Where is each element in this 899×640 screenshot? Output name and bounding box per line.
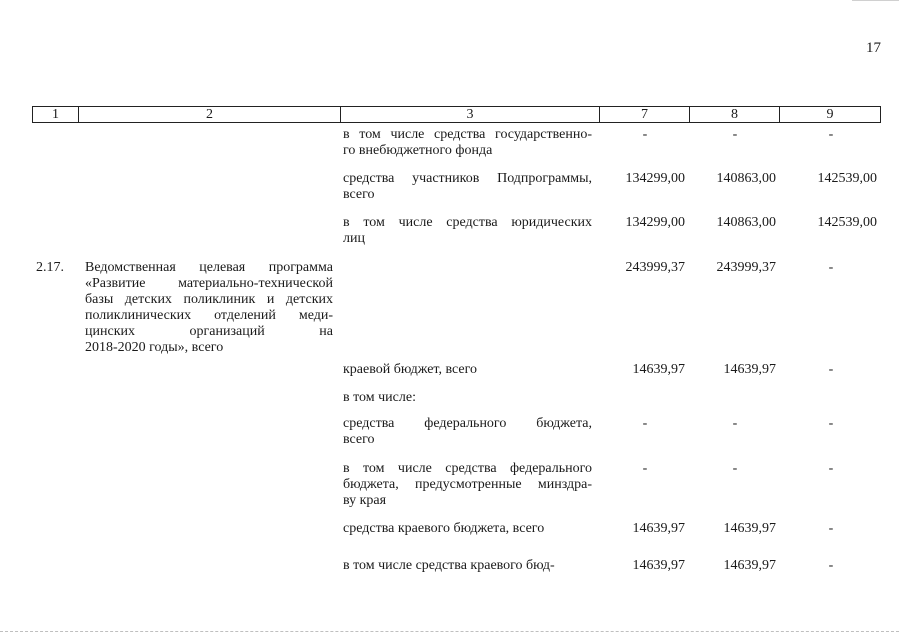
column-number-header xyxy=(32,106,881,123)
header-col-3: 3 xyxy=(341,107,600,123)
program-name xyxy=(85,260,333,356)
value-col-9: 142539,00 xyxy=(817,215,877,230)
header-col-2: 2 xyxy=(79,107,341,123)
value-col-8: - xyxy=(732,127,738,142)
value-col-7: - xyxy=(642,127,648,142)
desc-line: ву края xyxy=(343,493,387,508)
value-col-9: - xyxy=(828,521,834,536)
value-col-8: 14639,97 xyxy=(723,558,776,573)
row-description xyxy=(343,521,592,537)
page-number: 17 xyxy=(866,40,881,56)
desc-line: в том числе: xyxy=(343,390,416,405)
program-name-line: поликлинических отделений меди- xyxy=(85,308,333,323)
row-description xyxy=(343,461,592,509)
value-col-9: - xyxy=(828,461,834,476)
desc-line: в том числе средства федерального xyxy=(343,461,592,476)
header-col-8: 8 xyxy=(690,107,780,123)
desc-line: средства участников Подпрограммы, xyxy=(343,171,592,186)
item-number: 2.17. xyxy=(36,260,64,275)
row-description xyxy=(343,171,592,203)
program-name-line: базы детских поликлиник и детских xyxy=(85,292,333,307)
desc-line: го внебюджетного фонда xyxy=(343,143,493,158)
program-name-line: 2018-2020 годы», всего xyxy=(85,340,224,355)
program-name-line: «Развитие материально-технической xyxy=(85,276,333,291)
desc-line: бюджета, предусмотренные минздра- xyxy=(343,477,592,492)
desc-line: всего xyxy=(343,432,375,447)
value-col-9: - xyxy=(828,416,834,431)
scan-edge-mark xyxy=(852,0,899,1)
value-col-7: 14639,97 xyxy=(632,521,685,536)
desc-line: средства федерального бюджета, xyxy=(343,416,592,431)
desc-line: краевой бюджет, всего xyxy=(343,362,478,377)
desc-line: в том числе средства государственно- xyxy=(343,127,592,142)
value-col-8: 140863,00 xyxy=(716,215,776,230)
program-name-line: Ведомственная целевая программа xyxy=(85,260,333,275)
row-description xyxy=(343,390,592,406)
value-col-7: 14639,97 xyxy=(632,558,685,573)
row-description xyxy=(343,127,592,159)
value-col-9: - xyxy=(828,127,834,142)
value-col-8: - xyxy=(732,416,738,431)
desc-line: средства краевого бюджета, всего xyxy=(343,521,545,536)
header-col-1: 1 xyxy=(33,107,79,123)
scan-bottom-edge xyxy=(0,631,899,632)
desc-line: лиц xyxy=(343,231,365,246)
value-col-9: - xyxy=(828,558,834,573)
value-col-7: - xyxy=(642,461,648,476)
value-col-8: 140863,00 xyxy=(716,171,776,186)
value-col-9: - xyxy=(828,362,834,377)
value-col-7: - xyxy=(642,416,648,431)
value-col-9: - xyxy=(828,260,834,275)
value-col-7: 14639,97 xyxy=(632,362,685,377)
value-col-8: 14639,97 xyxy=(723,362,776,377)
value-col-8: - xyxy=(732,461,738,476)
value-col-7: 243999,37 xyxy=(625,260,685,275)
row-description xyxy=(343,215,592,247)
program-name-line: цинских организаций на xyxy=(85,324,333,339)
desc-line: в том числе средства юридических xyxy=(343,215,592,230)
header-col-9: 9 xyxy=(780,107,881,123)
desc-line: всего xyxy=(343,187,375,202)
row-description xyxy=(343,558,592,574)
row-description xyxy=(343,416,592,448)
value-col-7: 134299,00 xyxy=(625,215,685,230)
value-col-9: 142539,00 xyxy=(817,171,877,186)
value-col-8: 14639,97 xyxy=(723,521,776,536)
row-description xyxy=(343,362,592,378)
header-col-7: 7 xyxy=(600,107,690,123)
value-col-7: 134299,00 xyxy=(625,171,685,186)
value-col-8: 243999,37 xyxy=(716,260,776,275)
desc-line: в том числе средства краевого бюд- xyxy=(343,558,555,573)
